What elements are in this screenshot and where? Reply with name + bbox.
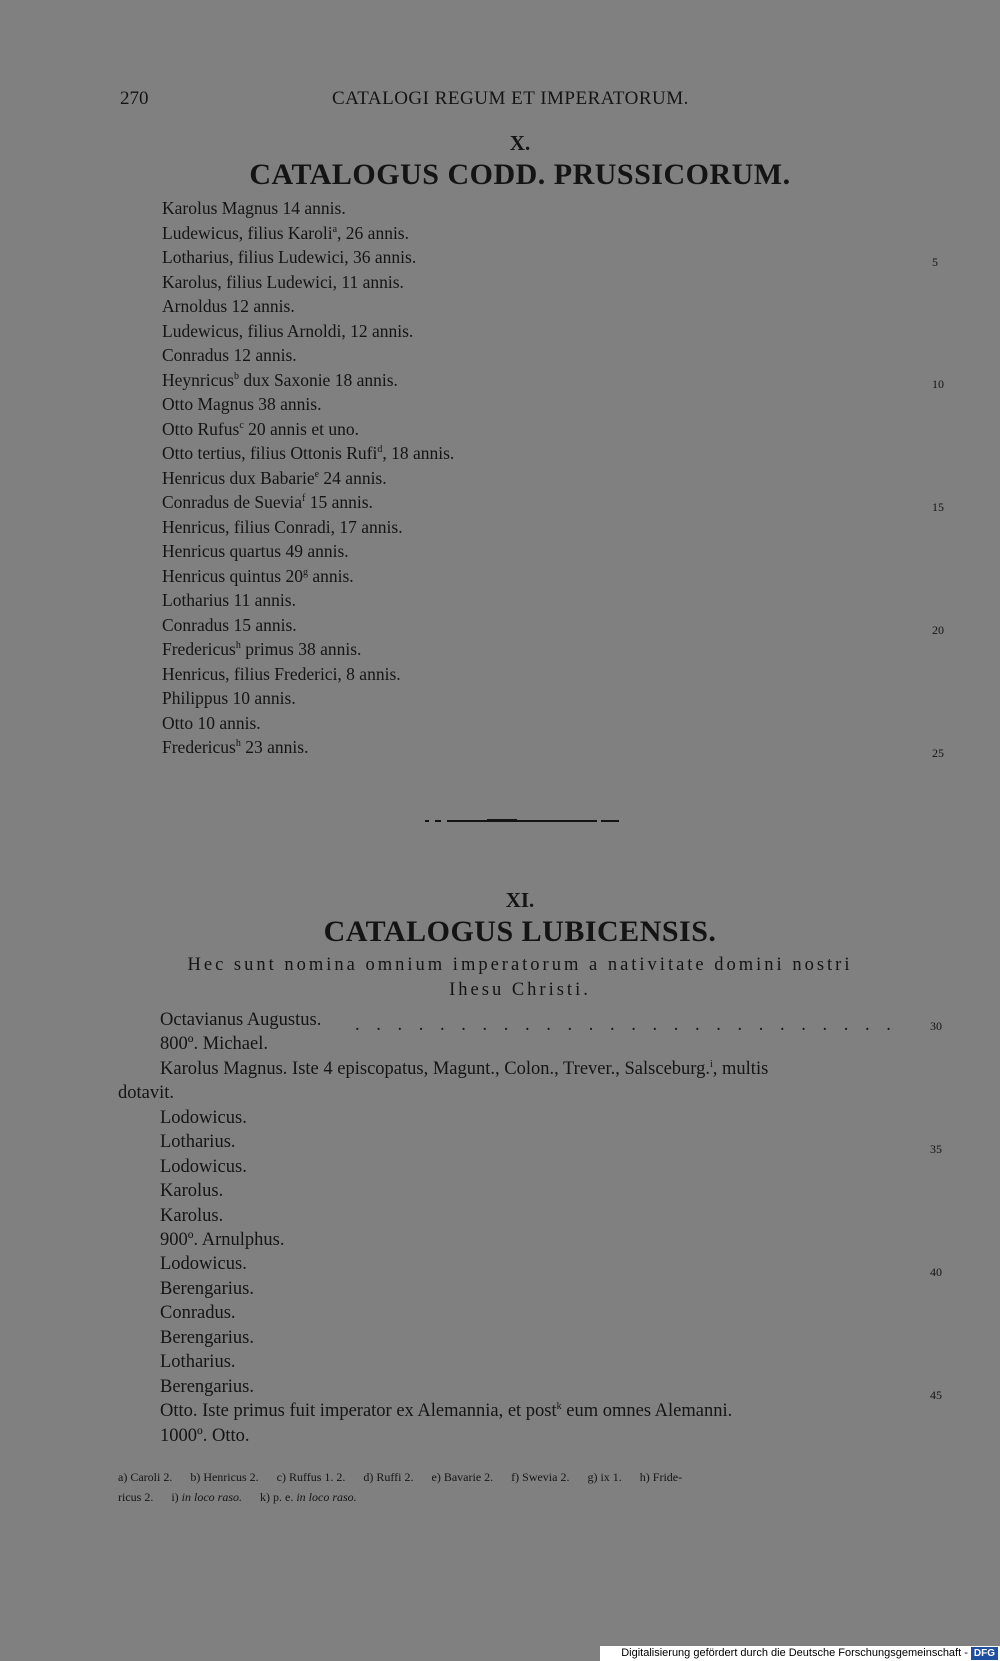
footnote-ref: i — [710, 1059, 713, 1070]
entry-text: Lotharius 11 annis. — [162, 590, 296, 610]
catalog-entry — [162, 247, 416, 268]
footnote-ref: k — [556, 1401, 562, 1412]
catalog-entry — [162, 223, 409, 244]
entry-name: Lodowicus. — [160, 1108, 247, 1128]
catalog-entry — [162, 370, 398, 391]
line-number: 30 — [930, 1019, 942, 1033]
entry-text: Otto 10 annis. — [162, 712, 261, 733]
entry-text: 15 annis. — [305, 492, 373, 512]
section-divider — [425, 820, 625, 823]
line-number: 15 — [932, 500, 944, 514]
entry-name: Karolus. — [160, 1181, 224, 1201]
footnote-text: ricus 2. i) — [118, 1490, 182, 1504]
dfg-logo: DFG — [971, 1647, 998, 1660]
footnote-italic: in loco raso. — [296, 1490, 357, 1504]
entry-text: 23 annis. — [240, 737, 309, 757]
entry-text: Otto Magnus 38 annis. — [162, 394, 322, 414]
entry-name: Lotharius. — [160, 1352, 236, 1372]
entry-900: 900º. Arnulphus. — [160, 1230, 285, 1250]
line-number: 40 — [930, 1265, 942, 1279]
catalog-entry — [162, 566, 354, 587]
catalog-entry — [162, 198, 346, 219]
line-number: 35 — [930, 1142, 942, 1156]
catalog-entry — [162, 737, 308, 758]
entry-name: Conradus. — [160, 1303, 236, 1323]
credit-text: Digitalisierung gefördert durch die Deutsche Forschungsgemeinschaft - — [621, 1647, 968, 1659]
entry-text: 24 annis. — [319, 467, 387, 488]
line-number: 45 — [930, 1388, 942, 1402]
karolus-text: Karolus Magnus. Iste 4 episcopatus, Magunt., Colon., Trever., Salsceburg. — [160, 1059, 710, 1079]
entry-karolus-magnus — [160, 1059, 768, 1080]
catalog-entry — [162, 272, 404, 293]
catalog-entry — [162, 713, 261, 734]
entry-text: Ludewicus, filius Arnoldi, 12 annis. — [162, 320, 414, 341]
entry-text: Henricus quartus 49 annis. — [162, 541, 349, 561]
catalog-entry — [162, 541, 349, 562]
entry-text: Karolus, filius Ludewici, 11 annis. — [162, 271, 404, 292]
entry-text: Henricus, filius Conradi, 17 annis. — [162, 516, 403, 537]
entry-text: Fredericus — [162, 737, 236, 757]
entry-text: dux Saxonie 18 annis. — [238, 369, 398, 390]
entry-text: Conradus 12 annis. — [162, 345, 297, 365]
section-xi-number: XI. — [505, 888, 535, 912]
entry-text: Heynricus — [162, 369, 234, 390]
catalog-entry — [162, 443, 454, 464]
footnote-text: k) p. e. — [242, 1490, 297, 1504]
intro-line-2: Ihesu Christi. — [449, 980, 591, 1000]
catalog-entry — [162, 492, 373, 513]
footnote-ref: e — [314, 468, 320, 480]
catalog-entry — [162, 394, 321, 415]
entry-1000: 1000º. Otto. — [160, 1426, 250, 1446]
catalog-entry — [162, 688, 296, 709]
entry-text: , 26 annis. — [337, 222, 409, 243]
catalog-entry — [162, 517, 403, 538]
section-x-title: CATALOGUS CODD. PRUSSICORUM. — [249, 158, 791, 191]
karolus-end: , multis — [712, 1059, 769, 1079]
entry-text: Henricus, filius Frederici, 8 annis. — [162, 663, 401, 684]
entry-text: Henricus quintus 20 — [162, 565, 303, 586]
catalog-entry — [162, 468, 387, 489]
intro-line-1: Hec sunt nomina omnium imperatorum a nativitate domini nostri — [187, 955, 853, 975]
entry-text: Lotharius, filius Ludewici, 36 annis. — [162, 247, 417, 267]
footnote-ref: h — [235, 738, 241, 749]
entry-name: Berengarius. — [160, 1328, 255, 1348]
entry-text: Karolus Magnus 14 annis. — [162, 198, 346, 218]
running-head: CATALOGI REGUM ET IMPERATORUM. — [332, 88, 689, 109]
entry-karolus-continuation: dotavit. — [118, 1083, 175, 1103]
page-number: 270 — [120, 88, 149, 109]
otto-end: eum omnes Alemanni. — [561, 1401, 733, 1421]
entry-text: Henricus dux Babarie — [162, 467, 315, 488]
footnote-ref: h — [235, 640, 241, 651]
catalog-entry — [162, 321, 413, 342]
line-number: 20 — [932, 623, 944, 637]
footnote-ref: c — [239, 419, 244, 431]
catalog-entry — [162, 345, 297, 366]
entry-name: Karolus. — [160, 1206, 224, 1226]
section-x-number: X. — [509, 131, 531, 155]
section-xi-title: CATALOGUS LUBICENSIS. — [323, 915, 717, 948]
entry-name: Berengarius. — [160, 1377, 255, 1397]
footnotes-line-2 — [118, 1490, 357, 1505]
entry-text: Otto Rufus — [162, 418, 240, 439]
entry-name: Berengarius. — [160, 1279, 255, 1299]
entry-text: Philippus 10 annis. — [162, 688, 296, 708]
footnotes-line-1: a) Caroli 2. b) Henricus 2. c) Ruffus 1. 2. d) Ruffi 2. e) Bavarie 2. f) Swevia 2. g) ix 1. h) Fride- — [118, 1470, 683, 1484]
footnote-ref: d — [377, 444, 383, 455]
catalog-entry — [162, 419, 359, 440]
entry-text: Conradus 15 annis. — [162, 614, 297, 635]
entry-otto — [160, 1401, 732, 1422]
catalog-entry — [162, 296, 295, 317]
entry-name: Lodowicus. — [160, 1254, 247, 1274]
entry-text: , 18 annis. — [382, 443, 455, 463]
entry-text: Fredericus — [162, 639, 236, 659]
footnote-ref: f — [301, 493, 306, 504]
catalog-entry — [162, 664, 401, 685]
entry-text: Otto tertius, filius Ottonis Rufi — [162, 443, 378, 463]
catalog-entry — [162, 615, 297, 636]
entry-text: Conradus de Suevia — [162, 492, 302, 512]
entry-name: Lodowicus. — [160, 1157, 247, 1177]
line-number: 10 — [932, 377, 944, 391]
line-number: 25 — [932, 746, 944, 760]
entry-text: Arnoldus 12 annis. — [162, 296, 295, 316]
footnote-ref: a — [332, 223, 338, 235]
footnote-ref: b — [233, 370, 239, 382]
dot-leader: . . . . . . . . . . . . . . . . . . . . . . . . . . — [355, 1015, 897, 1035]
line-number: 5 — [932, 255, 938, 269]
entry-text: primus 38 annis. — [240, 639, 362, 659]
catalog-entry — [162, 590, 296, 611]
otto-text: Otto. Iste primus fuit imperator ex Alemannia, et post — [160, 1401, 557, 1421]
entry-octavianus: Octavianus Augustus. — [160, 1010, 322, 1030]
entry-name: Lotharius. — [160, 1132, 236, 1152]
catalog-entry — [162, 639, 361, 660]
entry-text: Ludewicus, filius Karoli — [162, 222, 333, 243]
entry-text: 20 annis et uno. — [243, 418, 359, 439]
entry-text: annis. — [307, 565, 354, 586]
footnote-ref: g — [302, 566, 308, 578]
footnote-italic: in loco raso. — [181, 1490, 242, 1504]
credit-bar — [600, 1646, 1000, 1661]
entry-800: 800º. Michael. — [160, 1034, 268, 1054]
